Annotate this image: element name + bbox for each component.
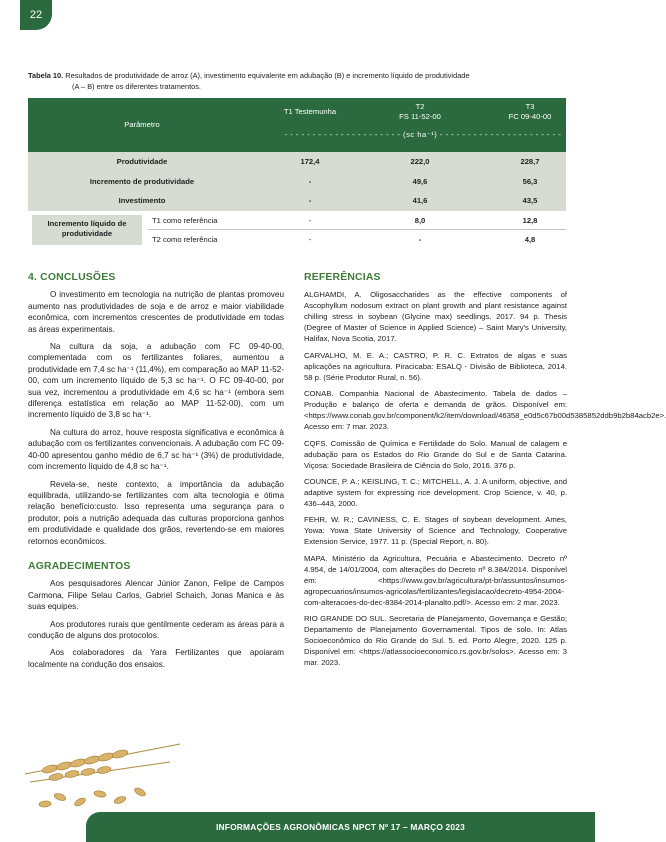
group-label: Incremento líquido de produtividade (32, 215, 142, 245)
acknowledgements-paragraph: Aos produtores rurais que gentilmente cederam as áreas para a condução de alguns dos protocolos. (28, 619, 284, 640)
references-heading: REFERÊNCIAS (304, 272, 381, 283)
results-table (28, 98, 566, 249)
row-label: Produtividade (116, 157, 168, 167)
cell-t3: 4,8 (524, 234, 536, 244)
cell-t2: 41,6 (412, 196, 428, 206)
conclusions-paragraph: Revela-se, neste contexto, a importância da adubação equilibrada, utilizando-se fertilizantes com alta tecnologia e ótima relação benefício:custo. Isso representa uma segurança para o produtor, pois a nutrição adequada das culturas proporciona ganhos em produtividade e qualidade dos grãos, revertendo-se em maiores retornos econômicos. (28, 479, 284, 546)
row-label: T1 como referência (152, 216, 218, 225)
reference-item: ALGHAMDI, A. Oligosaccharides as the effective components of Ascophyllum nodosum extract on plant growth and plant resistance against chilling stress in soybean (Glycine max) seedlings. 2017. 94 p. Thesis (Degree of Master of Science in Applied Science) – Saint Mary's University, Halifax, Nova Scotia, 2017. (304, 290, 567, 344)
table-caption-label: Tabela 10. (28, 71, 64, 80)
conclusions-paragraph: Na cultura do arroz, houve resposta significativa e econômica à adubação com os fertilizantes convencionais. A adubação com FC 09-40-00 apresentou ganho médio de 6,7 sc ha⁻¹ (3%) de produtividade, com incremento líquido de 4,8 sc ha⁻¹. (28, 427, 284, 472)
cell-t3: 43,5 (522, 196, 538, 206)
row-label: T2 como referência (152, 234, 218, 244)
right-column (304, 272, 666, 674)
cell-t1: - (308, 196, 312, 206)
table-row (148, 213, 566, 230)
conclusions-heading: 4. CONCLUSÕES (28, 272, 116, 283)
acknowledgements-heading: AGRADECIMENTOS (28, 560, 131, 572)
acknowledgements-paragraph: Aos pesquisadores Alencar Júnior Zanon, Felipe de Campos Carmona, Filipe Selau Carlos, Gabriel Schaich, Jonas Manica e às suas equipes. (28, 579, 284, 612)
footer-banner: INFORMAÇÕES AGRONÔMICAS NPCT Nº 17 – MARÇO 2023 (86, 812, 595, 842)
cell-t1: - (308, 234, 312, 244)
header-t3 (480, 102, 580, 122)
cell-t2: 222,0 (410, 157, 430, 167)
cell-t3: 56,3 (522, 176, 538, 186)
acknowledgements-paragraph: Aos colaboradores da Yara Fertilizantes que apoiaram localmente na condução dos ensaios. (28, 648, 284, 669)
left-column (28, 272, 284, 676)
page-number: 22 (20, 0, 52, 30)
cell-t2: 8,0 (414, 216, 426, 225)
table-caption-text-cont: (A – B) entre os diferentes tratamentos. (72, 82, 201, 91)
cell-t1: 172,4 (300, 157, 320, 167)
reference-item: FEHR, W. R.; CAVINESS, C. E. Stages of soybean development. Ames, Yowa: Yowa State University of Science and Technology, Cooperative Extension Service, 1977. 11 p. (Special Report, n. 80). (304, 515, 567, 547)
row-label: Incremento de produtividade (89, 176, 195, 186)
cell-t1: - (308, 176, 312, 186)
header-unit: - - - - - - - - - - - - - - - - - - - - - (sc ha⁻¹) - - - - - - - - - - - - - - - - - - - - - - (284, 130, 562, 139)
cell-t2: 49,6 (412, 176, 428, 186)
reference-item: COUNCE, P. A.; KEISLING, T. C.; MITCHELL, A. J. A uniform, objective, and adaptive system for expressing rice development. Crop Science, v. 40, p. 436–443, 2000. (304, 476, 567, 508)
cell-t2: - (418, 234, 422, 244)
reference-item: CQFS. Comissão de Química e Fertilidade do Solo. Manual de calagem e adubação para os Estados do Rio Grande do Sul e de Santa Catarina. Viçosa: Sociedade Brasileira de Ciência do Solo, 2016. 376 p. (304, 438, 567, 470)
table-row (28, 152, 566, 172)
header-t3-name: T3 (525, 102, 535, 111)
conclusions-paragraph: Na cultura da soja, a adubação com FC 09-40-00, complementada com os fertilizantes foliares, aumentou a produtividade em 7,4 sc ha⁻¹ (11,4%), em comparação ao MAP 11-52-00, com um incremento líquido de 5,3 sc ha⁻¹. O FC 09-40-00, por sua vez, incrementou a produtividade em 4,6 sc ha⁻¹ (embora sem diferença estatística em relação ao MAP 11-52-00), com um incremento líquido de 3,8 sc ha⁻¹. (28, 342, 284, 420)
header-t2-formula: FS 11-52-00 (399, 112, 441, 121)
table-caption-text: Resultados de produtividade de arroz (A), investimento equivalente em adubação (B) e incremento líquido de produtividade (63, 71, 470, 80)
conclusions-paragraph: O investimento em tecnologia na nutrição de plantas promoveu aumento nas produtividades de soja e de arroz e maior viabilidade econômica, com incrementos crescentes de produtividade em todas as áreas experimentais. (28, 290, 284, 334)
net-increment-group (28, 211, 566, 249)
table-row (28, 191, 566, 211)
header-t1: T1 Testemunha (283, 107, 337, 116)
table-row (28, 172, 566, 192)
table-row (148, 231, 566, 248)
header-parameter: Parâmetro (124, 120, 160, 129)
header-t2 (370, 102, 470, 122)
header-t3-formula: FC 09-40-00 (508, 112, 552, 121)
cell-t1: - (308, 216, 312, 225)
header-t2-name: T2 (415, 102, 425, 111)
table-header (28, 98, 566, 152)
row-label: Investimento (118, 196, 166, 206)
cell-t3: 228,7 (520, 157, 540, 167)
reference-item: RIO GRANDE DO SUL. Secretaria de Planejamento, Governança e Gestão; Departamento de Planejamento Governamental. Tipos de solo. In: Atlas Socioeconômico do Rio Grande do Sul. 5. ed. Porto Alegre, 2020. 125 p. Disponível em: <https://atlassocioeconomico.rs.gov.br/solos>. Acesso em: 3 mar. 2023. (304, 614, 567, 668)
table-caption (28, 70, 573, 92)
wheat-grains-image (20, 722, 190, 812)
cell-t3: 12,8 (522, 216, 538, 225)
reference-item: MAPA. Ministério da Agricultura, Pecuária e Abastecimento. Decreto nº 4.954, de 14/01/2004, com alterações do Decreto nº 8.384/2014. Disponível em: <https://www.gov.br/agricultura/pt-br/assuntos/insumos-agropecuarios/insumos-agricolas/fertilizantes/legislacao/decreto-4954-2004-com-alteracoes-do-dec-8384-2014-planalto.pdf/>. Acesso em: 2 mar. 2023. (304, 553, 567, 607)
reference-item: CONAB. Companhia Nacional de Abastecimento. Tabela de dados – Produção e balanço de oferta e demanda de grãos. Disponível em: <https://www.conab.gov.br/component/k2/item/download/46358_e0d5c67b00d5385852ddb9b2b84acb2e>. Acesso em: 7 mar. 2023. (304, 389, 666, 432)
reference-item: CARVALHO, M. E. A.; CASTRO, P. R. C. Extratos de algas e suas aplicações na agricultura. Piracicaba: ESALQ - Divisão de Biblioteca, 2014. 58 p. (Série Produtor Rural, n. 56). (304, 350, 567, 382)
